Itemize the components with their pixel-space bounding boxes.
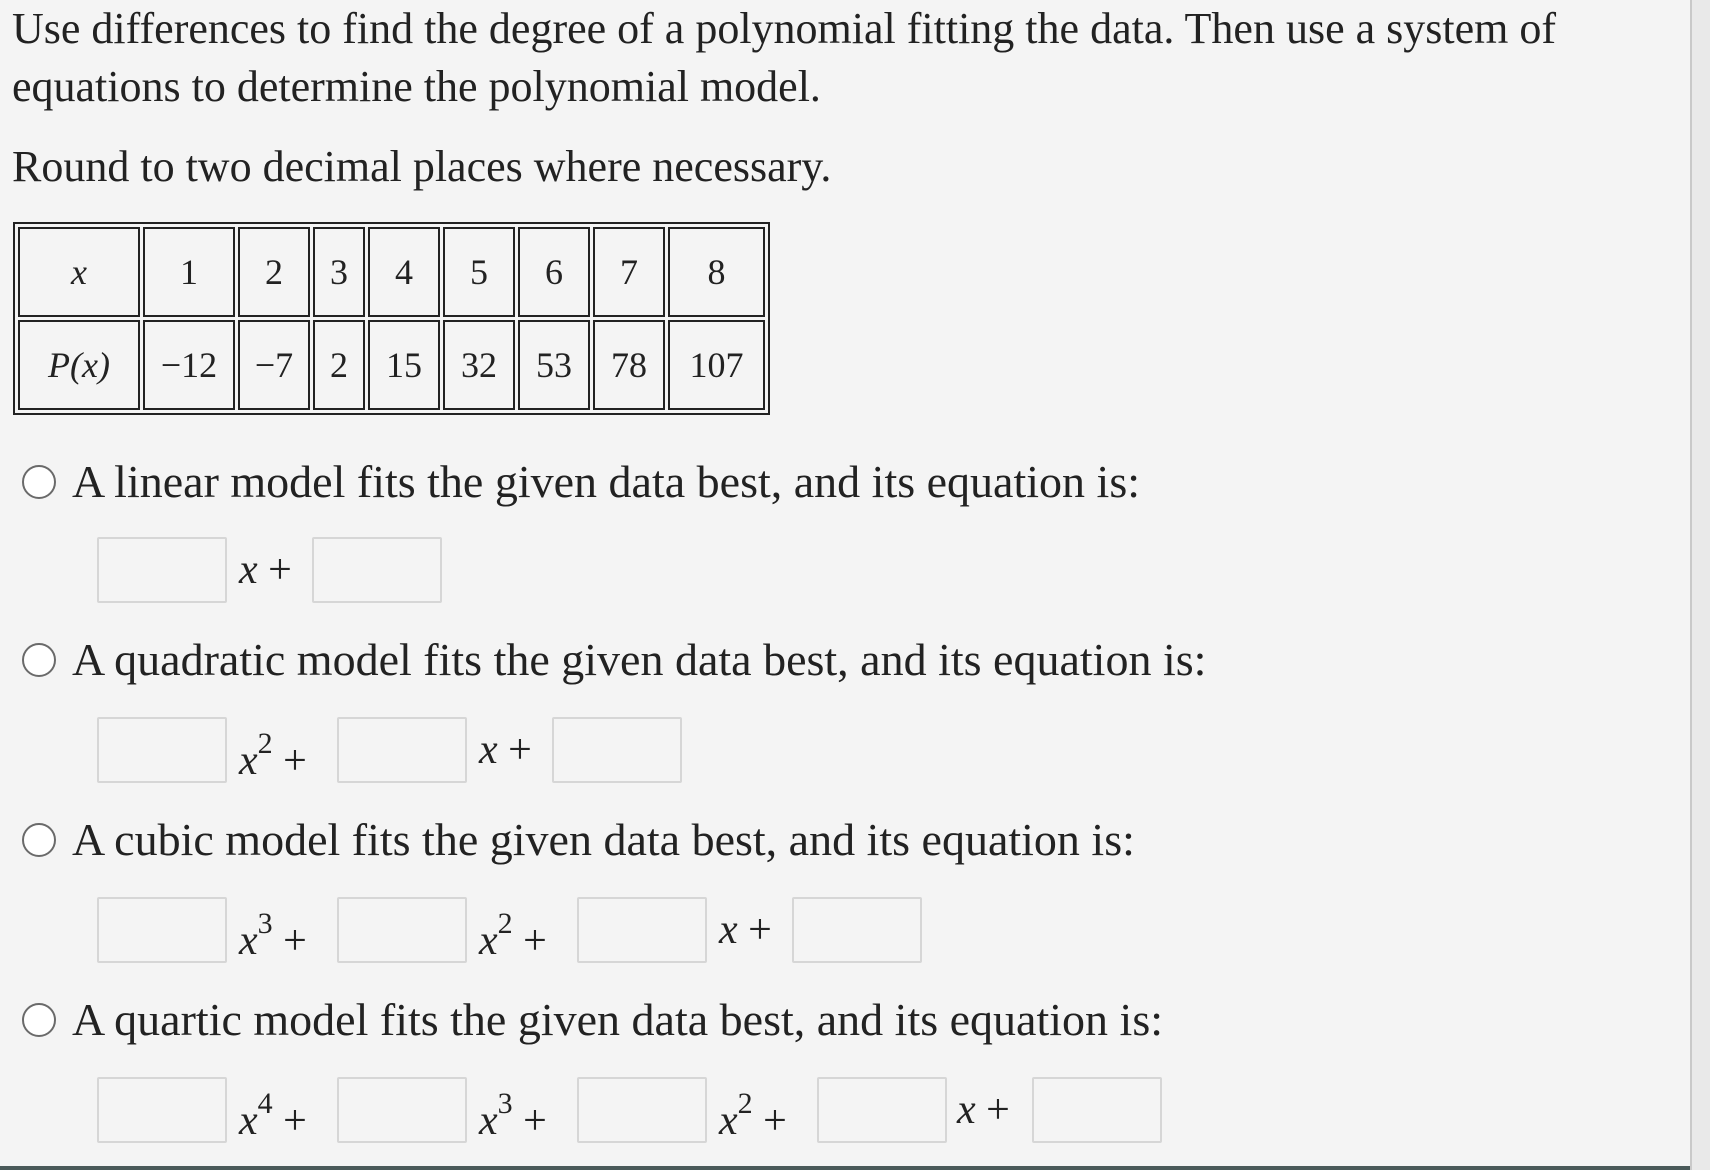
p-header: P(x)	[18, 320, 140, 410]
x-value: 5	[443, 227, 515, 317]
quadratic-c-input[interactable]	[552, 717, 682, 783]
cubic-c-input[interactable]	[577, 897, 707, 963]
p-value: 78	[593, 320, 665, 410]
quartic-x-term: x +	[957, 1087, 1010, 1133]
option-cubic[interactable]	[22, 813, 1135, 866]
option-cubic-label: A cubic model fits the given data best, and its equation is:	[72, 814, 1135, 865]
x-value: 8	[668, 227, 765, 317]
x-row	[18, 227, 765, 317]
linear-intercept-input[interactable]	[312, 537, 442, 603]
quartic-x3-term: $x^3$ +	[479, 1087, 547, 1144]
quadratic-x-term: x +	[479, 727, 532, 773]
x-value: 2	[238, 227, 310, 317]
radio-quadratic[interactable]	[22, 643, 56, 677]
option-linear[interactable]	[22, 455, 1140, 508]
bottom-border	[0, 1166, 1690, 1170]
cubic-b-input[interactable]	[337, 897, 467, 963]
radio-cubic[interactable]	[22, 823, 56, 857]
quadratic-b-input[interactable]	[337, 717, 467, 783]
linear-x-term: x +	[239, 547, 292, 593]
p-value: 53	[518, 320, 590, 410]
option-quartic-label: A quartic model fits the given data best, and its equation is:	[72, 994, 1163, 1045]
quartic-a-input[interactable]	[97, 1077, 227, 1143]
p-value: 107	[668, 320, 765, 410]
cubic-a-input[interactable]	[97, 897, 227, 963]
radio-linear[interactable]	[22, 465, 56, 499]
p-value: −7	[238, 320, 310, 410]
data-table	[13, 222, 770, 415]
cubic-x-term: x +	[719, 907, 772, 953]
x-value: 7	[593, 227, 665, 317]
p-row	[18, 320, 765, 410]
x-value: 3	[313, 227, 365, 317]
p-value: 32	[443, 320, 515, 410]
linear-slope-input[interactable]	[97, 537, 227, 603]
cubic-x2-term: $x^2$ +	[479, 907, 547, 964]
quartic-d-input[interactable]	[817, 1077, 947, 1143]
quadratic-x2-term: $x^2$ +	[239, 727, 307, 784]
option-quadratic[interactable]	[22, 633, 1206, 686]
x-value: 4	[368, 227, 440, 317]
rounding-instruction: Round to two decimal places where necessary.	[12, 142, 832, 191]
cubic-d-input[interactable]	[792, 897, 922, 963]
option-linear-label: A linear model fits the given data best, and its equation is:	[72, 456, 1140, 507]
quartic-b-input[interactable]	[337, 1077, 467, 1143]
cubic-x3-term: $x^3$ +	[239, 907, 307, 964]
x-value: 1	[143, 227, 235, 317]
x-header: x	[18, 227, 140, 317]
window-edge	[1690, 0, 1710, 1170]
x-value: 6	[518, 227, 590, 317]
quartic-x4-term: $x^4$ +	[239, 1087, 307, 1144]
quadratic-a-input[interactable]	[97, 717, 227, 783]
option-quadratic-label: A quadratic model fits the given data best, and its equation is:	[72, 634, 1207, 685]
p-value: 15	[368, 320, 440, 410]
quartic-c-input[interactable]	[577, 1077, 707, 1143]
option-quartic[interactable]	[22, 993, 1163, 1046]
quartic-x2-term: $x^2$ +	[719, 1087, 787, 1144]
p-value: −12	[143, 320, 235, 410]
quartic-e-input[interactable]	[1032, 1077, 1162, 1143]
question-prompt: Use differences to find the degree of a polynomial fitting the data. Then use a system of equations to determine the polynomial model.	[12, 4, 1557, 111]
p-value: 2	[313, 320, 365, 410]
radio-quartic[interactable]	[22, 1003, 56, 1037]
